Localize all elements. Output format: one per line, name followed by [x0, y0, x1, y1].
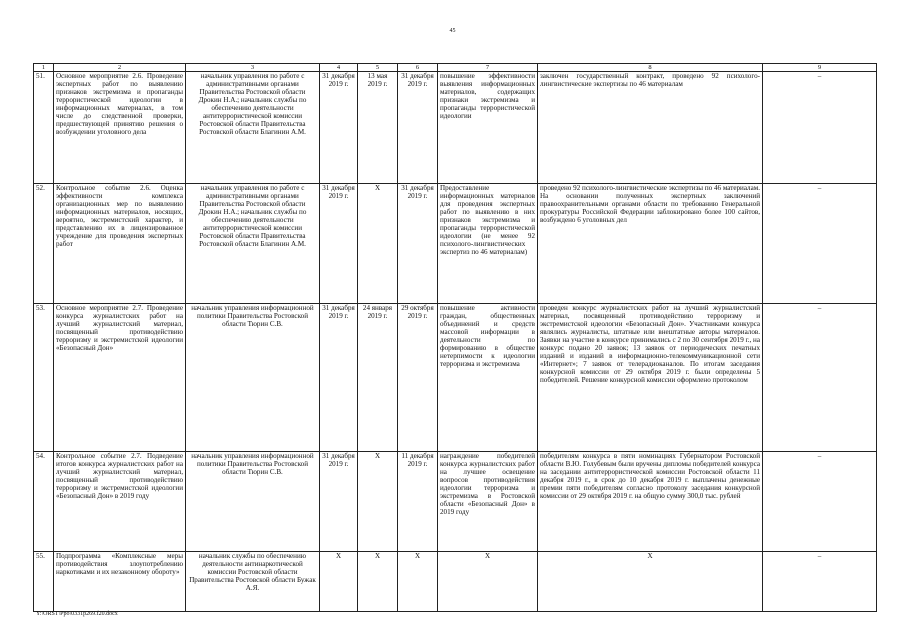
start-date-cell: Х: [358, 552, 398, 612]
activity-cell: Основное мероприятие 2.7. Проведение конкурса журналистских работ на лучший журналистский материал, посвященный противодействию терроризму и экстремистской идеологии «Безопасный Дон»: [54, 304, 186, 452]
responsible-cell: начальник службы по обеспечению деятельности антинаркотической комиссии Ростовской области Правительства Ростовской области Бужак А.Я.: [186, 552, 320, 612]
plan-date-cell: 31 декабря 2019 г.: [320, 184, 358, 304]
planned-result-cell: повышение активности граждан, общественных объединений и средств массовой информации в деятельности по формированию в обществе нетерпимости к идеологии терроризма и экстремизма: [438, 304, 538, 452]
actual-result-cell: проведено 92 психолого-лингвистические экспертизы по 46 материалам. На основании полученных экспертных заключений правоохранительными органами области по требованию Генеральной прокуратуры Российской Федерации заблокировано более 100 сайтов, возбуждено 6 уголовных дел: [538, 184, 763, 304]
table-row: [34, 184, 877, 304]
plan-date-cell: 31 декабря 2019 г.: [320, 452, 358, 552]
planned-result-cell: Предоставление информационных материалов для проведения экспертных работ по выявлению в них признаков экстремизма и пропаганды террористической идеологии (не менее 92 психолого-лингвистических экспертиз по 46 материалам): [438, 184, 538, 304]
column-number: 4: [320, 64, 358, 72]
column-number: 7: [438, 64, 538, 72]
row-number: 55.: [34, 552, 54, 612]
end-date-cell: Х: [398, 552, 438, 612]
table-row: [34, 304, 877, 452]
start-date-cell: 13 мая 2019 г.: [358, 72, 398, 184]
note-cell: –: [763, 452, 877, 552]
responsible-cell: начальник управления по работе с административными органами Правительства Ростовской области Дрокин Н.А.; начальник службы по обеспечению деятельности антитеррористической комиссии Ростовской области Правительства Ростовской области Благинин А.М.: [186, 184, 320, 304]
table-row: [34, 452, 877, 552]
activity-cell: Подпрограмма «Комплексные меры противодействия злоупотреблению наркотиками и их незаконному обороту»: [54, 552, 186, 612]
row-number: 54.: [34, 452, 54, 552]
column-number: 1: [34, 64, 54, 72]
start-date-cell: Х: [358, 452, 398, 552]
column-number-row: [34, 64, 877, 72]
row-number: 53.: [34, 304, 54, 452]
plan-date-cell: 31 декабря 2019 г.: [320, 304, 358, 452]
note-cell: –: [763, 184, 877, 304]
column-number: 6: [398, 64, 438, 72]
responsible-cell: начальник управления по работе с административными органами Правительства Ростовской области Дрокин Н.А.; начальник службы по обеспечению деятельности антитеррористической комиссии Ростовской области Правительства Ростовской области Благинин А.М.: [186, 72, 320, 184]
end-date-cell: 31 декабря 2019 г.: [398, 184, 438, 304]
report-table: [33, 63, 877, 612]
column-number: 8: [538, 64, 763, 72]
row-number: 52.: [34, 184, 54, 304]
responsible-cell: начальник управления информационной политики Правительства Ростовской области Тюрин С.В.: [186, 304, 320, 452]
column-number: 3: [186, 64, 320, 72]
activity-cell: Контрольное событие 2.6. Оценка эффективности комплекса организационных мер по выявлению информационных материалов, носящих, вероятно, экстремистский характер, и представлению их в лицензированное учреждение для проведения экспертных работ: [54, 184, 186, 304]
actual-result-cell: заключен государственный контракт, проведено 92 психолого-лингвистические экспертизы по 46 материалам: [538, 72, 763, 184]
plan-date-cell: Х: [320, 552, 358, 612]
planned-result-cell: Х: [438, 552, 538, 612]
plan-date-cell: 31 декабря 2019 г.: [320, 72, 358, 184]
note-cell: –: [763, 72, 877, 184]
planned-result-cell: повышение эффективности выявления информационных материалов, содержащих признаки экстремизма и пропаганды террористической идеологии: [438, 72, 538, 184]
column-number: 9: [763, 64, 877, 72]
page-number: 45: [449, 28, 456, 34]
actual-result-cell: Х: [538, 552, 763, 612]
activity-cell: Контрольное событие 2.7. Подведение итогов конкурса журналистских работ на лучший журналистский материал, посвященный противодействию терроризму и экстремистской идеологии «Безопасный Дон» в 2019 году: [54, 452, 186, 552]
start-date-cell: 24 января 2019 г.: [358, 304, 398, 452]
actual-result-cell: победителям конкурса в пяти номинациях Губернатором Ростовской области В.Ю. Голубевым были вручены дипломы победителей конкурса на заседании антитеррористической комиссии Ростовской области 11 декабря 2019 г., в срок до 10 декабря 2019 г. выплачены денежные премии пяти победителям согласно протоколу заседания конкурсной комиссии от 29 октября 2019 г. на общую сумму 300,0 тыс. рублей: [538, 452, 763, 552]
column-number: 2: [54, 64, 186, 72]
end-date-cell: 29 октября 2019 г.: [398, 304, 438, 452]
table-row: [34, 72, 877, 184]
end-date-cell: 31 декабря 2019 г.: [398, 72, 438, 184]
planned-result-cell: награждение победителей конкурса журналистских работ на лучшее освещение вопросов противодействия идеологии терроризма и экстремизма в Ростовской области «Безопасный Дон» в 2019 году: [438, 452, 538, 552]
column-number: 5: [358, 64, 398, 72]
end-date-cell: 11 декабря 2019 г.: [398, 452, 438, 552]
row-number: 51.: [34, 72, 54, 184]
table-row: [34, 552, 877, 612]
start-date-cell: Х: [358, 184, 398, 304]
note-cell: –: [763, 552, 877, 612]
responsible-cell: начальник управления информационной политики Правительства Ростовской области Тюрин С.В.: [186, 452, 320, 552]
file-path-footer: Y:\ORST\Ppo\0331p269.f20.docx: [36, 611, 118, 617]
actual-result-cell: проведен конкурс журналистских работ на лучший журналистский материал, посвященный противодействию терроризму и экстремистской идеологии «Безопасный Дон». Участниками конкурса являлись журналисты, штатные или внештатные авторы материалов. Заявки на участие в конкурсе принимались с 2 по 30 сентября 2019 г., на конкурс подано 20 заявок; 13 заявок от периодических печатных изданий и изданий в информационно-телекоммуникационной сети «Интернет»; 7 заявок от телерадиоканалов. По итогам заседания конкурсной комиссии от 29 октября 2019 г. были определены 5 победителей. Решение конкурсной комиссии оформлено протоколом: [538, 304, 763, 452]
note-cell: –: [763, 304, 877, 452]
activity-cell: Основное мероприятие 2.6. Проведение экспертных работ по выявлению признаков экстремизма и пропаганды террористической идеологии в информационных материалах, в том числе до следственной проверки, предшествующей принятию решения о возбуждении уголовного дела: [54, 72, 186, 184]
